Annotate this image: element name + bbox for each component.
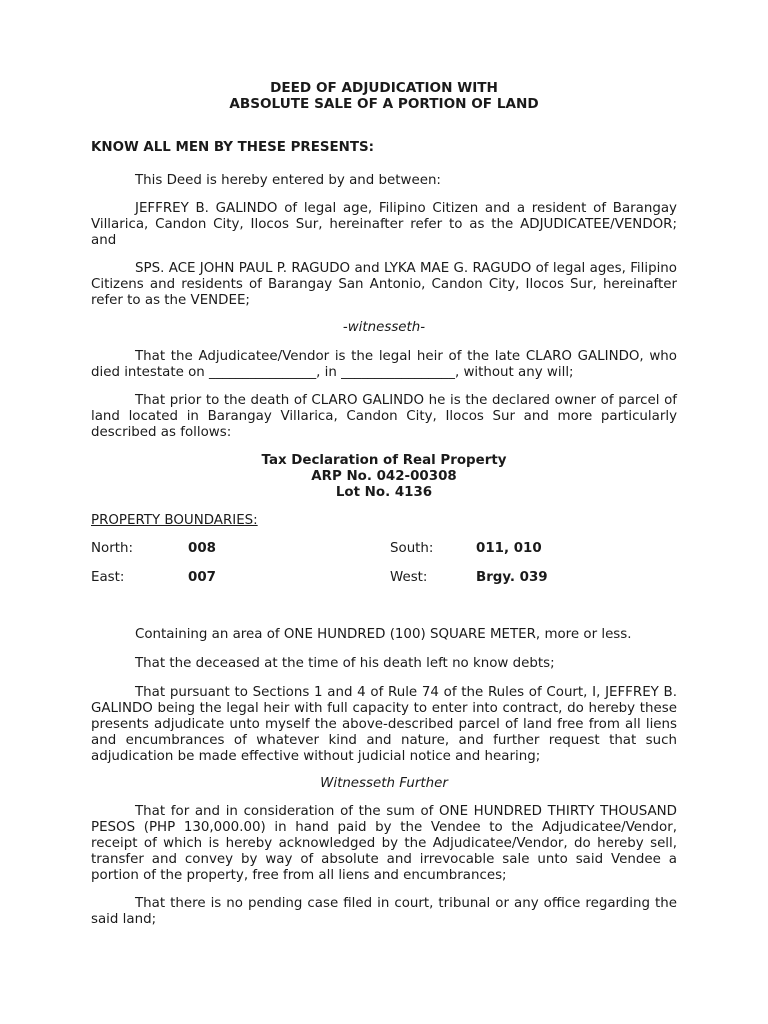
boundary-south-label: South:	[390, 541, 434, 556]
boundary-east-label: East:	[91, 570, 125, 585]
paragraph-adjudication: That pursuant to Sections 1 and 4 of Rule 74 of the Rules of Court, I, JEFFREY B. GALINDO being the legal heir with full capacity to enter into contract, do hereby these presents adjudicate unto myself the above-described parcel of land free from all liens and encumbrances of whatever kind and nature, and further request that such adjudication be made effective without judicial notice and hearing;	[91, 685, 677, 764]
tax-declaration-title: Tax Declaration of Real Property	[261, 453, 507, 468]
paragraph-heir: That the Adjudicatee/Vendor is the legal heir of the late CLARO GALINDO, who died intestate on ________________, in _________________, without any will;	[91, 349, 677, 380]
lot-number: Lot No. 4136	[335, 485, 433, 500]
boundary-west-label: West:	[390, 570, 428, 585]
boundary-west-value: Brgy. 039	[476, 570, 548, 585]
salutation: KNOW ALL MEN BY THESE PRESENTS:	[91, 140, 375, 155]
witnesseth-further-label: Witnesseth Further	[320, 776, 448, 791]
paragraph-no-pending-case: That there is no pending case filed in court, tribunal or any office regarding the said land;	[91, 896, 677, 927]
paragraph-vendee: SPS. ACE JOHN PAUL P. RAGUDO and LYKA MAE G. RAGUDO of legal ages, Filipino Citizens and residents of Barangay San Antonio, Candon City, Ilocos Sur, hereinafter refer to as the VENDEE;	[91, 261, 677, 308]
boundaries-heading: PROPERTY BOUNDARIES:	[91, 513, 258, 528]
paragraph-entered: This Deed is hereby entered by and between:	[135, 173, 441, 188]
paragraph-prior-ownership: That prior to the death of CLARO GALINDO he is the declared owner of parcel of land located in Barangay Villarica, Candon City, Ilocos Sur and more particularly described as follows:	[91, 393, 677, 440]
document-title-line-1: DEED OF ADJUDICATION WITH	[270, 80, 498, 96]
boundary-south-value: 011, 010	[476, 541, 542, 556]
paragraph-area: Containing an area of ONE HUNDRED (100) SQUARE METER, more or less.	[135, 627, 632, 642]
boundary-north-value: 008	[188, 541, 216, 556]
paragraph-vendor: JEFFREY B. GALINDO of legal age, Filipino Citizen and a resident of Barangay Villarica, Candon City, Ilocos Sur, hereinafter refer to as the ADJUDICATEE/VENDOR; and	[91, 201, 677, 248]
arp-number: ARP No. 042-00308	[311, 469, 457, 484]
witnesseth-label: -witnesseth-	[342, 320, 426, 335]
boundary-east-value: 007	[188, 570, 216, 585]
paragraph-consideration: That for and in consideration of the sum of ONE HUNDRED THIRTY THOUSAND PESOS (PHP 130,000.00) in hand paid by the Vendee to the Adjudicatee/Vendor, receipt of which is hereby acknowledged by the Adjudicatee/Vendor, do hereby sell, transfer and convey by way of absolute and irrevocable sale unto said Vendee a portion of the property, free from all liens and encumbrances;	[91, 804, 677, 883]
boundary-north-label: North:	[91, 541, 133, 556]
document-title-line-2: ABSOLUTE SALE OF A PORTION OF LAND	[229, 96, 539, 112]
paragraph-debts: That the deceased at the time of his death left no know debts;	[135, 656, 555, 671]
